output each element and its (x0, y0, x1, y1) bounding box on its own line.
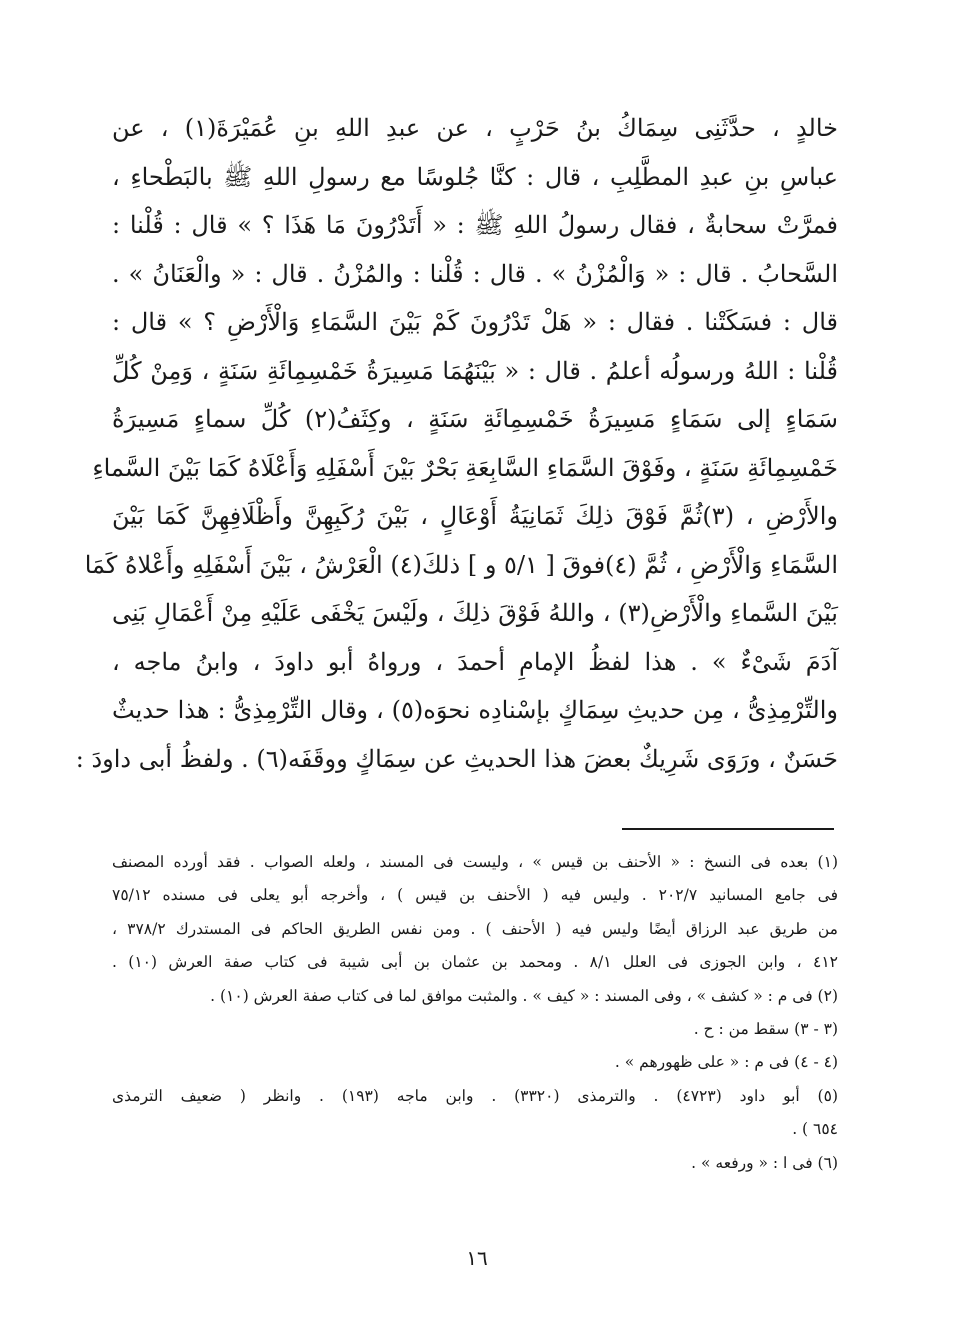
footnote-line: (٢) فى م : « كشف » ، وفى المسند : « كيف » . والمثبت موافق لما فى كتاب صفة العرش (١٠) . (210, 986, 838, 1005)
footnote-line: (٤ - ٤) فى م : « على ظهورهم » . (614, 1053, 838, 1072)
text-line: فمرَّتْ سحابةٌ ، فقال رسولُ اللهِ ﷺ : « أَتَدْرُونَ مَا هَذَا ؟ » قال : قُلْنا : (112, 211, 838, 239)
text-line: السَّمَاءِ وَالْأَرْضِ ، ثُمَّ (٤)فوقَ [ ٥/١ و ] ذلكَ(٤) الْعَرْشُ ، بَيْنَ أَسْفَلِهِ وأَعْلاهُ كَمَا (84, 550, 838, 579)
footnotes (112, 846, 838, 1180)
text-line: قُلْنا : اللهُ ورسولُه أعلمُ . قال : « بَيْنَهُمَا مَسِيرَةُ خَمْسِمِائَةِ سَنَةٍ ، وَمِنْ كُلِّ (112, 356, 838, 385)
text-line: خالدٍ ، حدَّثَنِى سِمَاكُ بنُ حَرْبٍ ، عن عبدِ اللهِ بنِ عُمَيْرَةَ(١) ، عن (112, 114, 838, 142)
text-line: قال : فسَكَتْنا . فقال : « هَلْ تَدْرُونَ كَمْ بَيْنَ السَّمَاءِ وَالْأَرْضِ ؟ » قال : (112, 308, 838, 336)
text-line: عباسِ بنِ عبدِ المطَّلِبِ ، قال : كنَّا جُلوسًا مع رسولِ اللهِ ﷺ بالبَطْحاءِ ، (112, 162, 838, 191)
text-line: السَّحابُ . قال : « وَالْمُزْنُ » . قال : قُلْنا : والمُزْنُ . قال : « والْعَنَانُ » . (112, 259, 838, 288)
footnote-line: فى جامع المسانيد ٢٠٢/٧ . وليس فيه ( الأحنف بن قيس ) ، وأخرجه أبو يعلى فى مسنده ٧٥/١٢ (112, 886, 838, 905)
footnote-line: (١) بعده فى النسخ : « الأحنف بن قيس » ، وليست فى المسند ، ولعله الصواب . فقد أورده المصنف (112, 853, 838, 871)
text-line: بَيْنَ السَّماءِ والْأَرْضِ(٣) ، واللهُ فَوْقَ ذلِكَ ، ولَيْسَ يَخْفَى عَلَيْهِ مِنْ أَعْمَالِ بَنِى (112, 599, 838, 627)
text-line: والتِّرْمِذِىُّ ، مِن حديثِ سِمَاكٍ بإسْنادِه نحوَه(٥) ، وقال التِّرْمِذِىُّ : هذا حديثٌ (112, 696, 838, 724)
text-line: سَمَاءٍ إلى سَمَاءٍ مَسِيرَةُ خَمْسِمِائَةِ سَنَةٍ ، وكِثَفُ(٢) كُلِّ سماءٍ مَسِيرَةُ (112, 405, 838, 433)
page-number: ١٦ (466, 1246, 488, 1270)
text-line: خَمْسِمِائَةِ سَنَةٍ ، وفَوْقَ السَّمَاءِ السَّابِعَةِ بَحْرٌ بَيْنَ أَسْفَلِهِ وَأَعْلَاهُ كَمَا بَيْنَ السَّماءِ (92, 453, 838, 482)
footnote-line: (٥) أبو داود (٤٧٢٣) . والترمذى (٣٣٢٠) . وابن ماجه (١٩٣) . وانظر ( ضعيف الترمذى (112, 1086, 838, 1105)
footnote-line: (٦) فى ا : « ورفعه » . (691, 1153, 838, 1172)
text-line: والأَرْضِ ، (٣)ثُمَّ فَوْقَ ذلِكَ ثَمَانِيَةُ أَوْعَالٍ ، بَيْنَ رُكَبِهِنَّ وأَظْلَافِهِنَّ كَمَا بَيْنَ (112, 502, 838, 530)
text-line: آدَمَ شَىْءٌ » . هذا لفظُ الإمامِ أحمدَ ، ورواهُ أبو داودَ ، وابنُ ماجه ، (112, 647, 838, 676)
footnote-line: ٤١٢ ، وابن الجوزى فى العلل ٨/١ . ومحمد بن عثمان بن أبى شيبة فى كتاب صفة العرش (١٠) . (112, 953, 838, 972)
footnote-separator (622, 828, 834, 830)
footnote-line: ٦٥٤ ) . (792, 1120, 838, 1139)
footnote-line: (٣ - ٣) سقط من : ح . (693, 1019, 838, 1038)
main-text (75, 104, 838, 783)
text-line: حَسَنٌ ، ورَوَى شَرِيكٌ بعضَ هذا الحديثِ عن سِمَاكٍ ووقَفَه(٦) . ولفظُ أبى داودَ : (75, 744, 838, 773)
footnote-line: من طريق عبد الرزاق أيضًا وليس فيه ( الأحنف ) . ومن نفس الطريق الحاكم فى المستدرك ٣٧٨/٢ ، (112, 919, 838, 938)
